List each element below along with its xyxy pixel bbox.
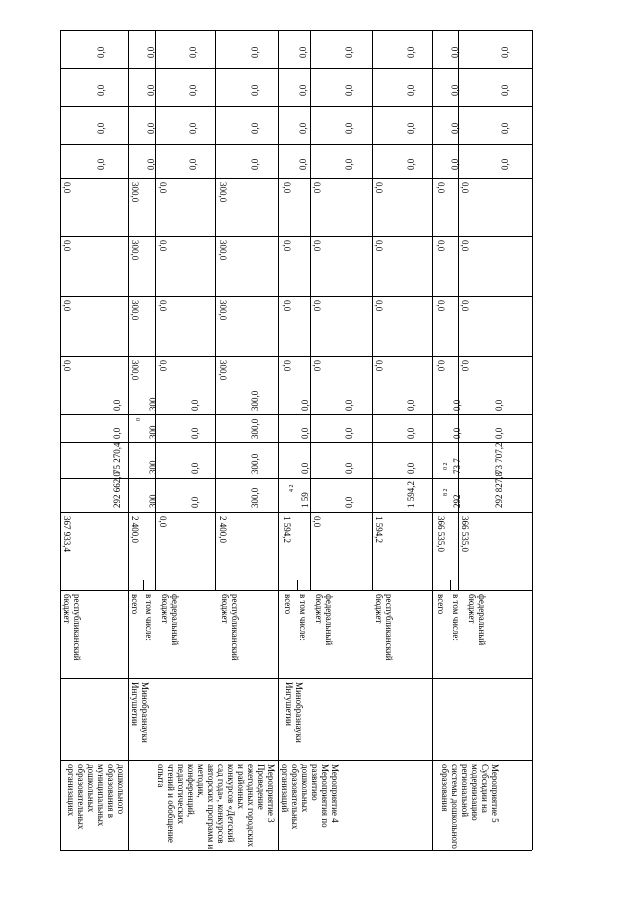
table-border	[60, 850, 532, 851]
year-cell: 0,0	[436, 240, 446, 252]
measure-name-m5: Мероприятие 5 Субсидии на модернизацию региональной системы дошкольного образования	[440, 764, 500, 849]
year-cell: 300,0	[218, 240, 228, 261]
year-cell: 0,0	[300, 399, 310, 411]
year-cell: 0,0	[282, 240, 292, 252]
year-cell: 0,0	[112, 427, 122, 439]
year-cell: 0,0	[494, 399, 504, 411]
total-cell: 366 535,0	[436, 516, 446, 552]
column-border	[60, 68, 532, 69]
year-cell: 0,0	[344, 84, 354, 96]
year-cell: 0,0	[344, 427, 354, 439]
year-cell: 0,0	[62, 240, 72, 252]
total-cell: 2 400,0	[130, 516, 140, 543]
column-border	[60, 760, 532, 761]
year-cell: 0,0	[452, 399, 462, 411]
overflow-digit: 8 2	[443, 488, 449, 496]
year-cell: 73 7	[452, 458, 462, 474]
year-cell: 0,0	[406, 399, 416, 411]
column-border	[60, 678, 532, 679]
year-cell: 0,0	[158, 300, 168, 312]
year-cell: 0,0	[62, 360, 72, 372]
year-cell: 0,0	[374, 300, 384, 312]
year-cell: 0,0	[282, 300, 292, 312]
year-cell: 0,0	[374, 182, 384, 194]
year-cell: 0,0	[250, 46, 260, 58]
subrow-border	[215, 30, 216, 590]
year-cell: 0,0	[344, 122, 354, 134]
source-vsego: всего	[283, 594, 293, 615]
overflow-digit: 4 2	[289, 484, 295, 492]
total-cell: 367 933,4	[62, 516, 72, 552]
year-cell: 0,0	[146, 46, 156, 58]
year-cell: 0,0	[344, 496, 354, 508]
year-cell: 0,0	[188, 122, 198, 134]
year-cell: 0,0	[436, 360, 446, 372]
source-rep: республиканский бюджет	[62, 594, 82, 661]
year-cell: 0,0	[344, 158, 354, 170]
year-cell: 0,0	[96, 84, 106, 96]
year-cell: 0,0	[406, 46, 416, 58]
year-cell: 0,0	[452, 427, 462, 439]
year-cell: 0,0	[460, 182, 470, 194]
column-border	[60, 414, 532, 415]
source-vtch: в том числе:	[298, 594, 308, 641]
year-cell: 0,0	[436, 182, 446, 194]
subrow-border	[450, 580, 451, 590]
year-cell: 0,0	[344, 462, 354, 474]
year-cell: 300,0	[250, 390, 260, 411]
year-cell: 300,0	[130, 240, 140, 261]
source-vtch: в том числе:	[451, 594, 461, 641]
year-cell: 300,0	[130, 300, 140, 321]
year-cell: 0,0	[112, 399, 122, 411]
year-cell: 0,0	[312, 182, 322, 194]
row-border	[432, 30, 433, 850]
year-cell: 300	[148, 460, 158, 474]
year-cell: 292 827,8	[494, 472, 504, 508]
year-cell: 0,0	[250, 84, 260, 96]
year-cell: 73 707,2	[494, 442, 504, 474]
year-cell: 0,0	[312, 360, 322, 372]
year-cell: 300,0	[250, 453, 260, 474]
year-cell: 0,0	[406, 122, 416, 134]
source-rep: республиканский бюджет	[374, 594, 394, 661]
total-cell: 0,0	[158, 516, 168, 528]
year-cell: 0,0	[344, 46, 354, 58]
year-cell: 0,0	[190, 399, 200, 411]
table-border	[60, 30, 61, 850]
year-cell: 300,0	[218, 182, 228, 203]
year-cell: 0,0	[146, 158, 156, 170]
year-cell: 0,0	[62, 182, 72, 194]
year-cell: 0,0	[500, 158, 510, 170]
total-cell: 1 594,2	[374, 516, 384, 543]
source-vsego: всего	[130, 594, 140, 615]
year-cell: 75 270,4	[112, 442, 122, 474]
year-cell: 0,0	[406, 84, 416, 96]
year-cell: 0,0	[500, 46, 510, 58]
row-border	[128, 30, 129, 850]
year-cell: 0,0	[282, 182, 292, 194]
subrow-border	[372, 30, 373, 590]
year-cell: 0,0	[344, 399, 354, 411]
executor-m4: Минобразнауки Ингушетии	[284, 682, 304, 743]
subrow-border	[297, 580, 298, 590]
year-cell: 0,0	[158, 360, 168, 372]
column-border	[60, 144, 532, 145]
column-border	[60, 236, 532, 237]
year-cell: 0,0	[312, 300, 322, 312]
year-cell: 0,0	[62, 300, 72, 312]
year-cell: 0,0	[406, 427, 416, 439]
source-vsego: всего	[436, 594, 446, 615]
year-cell: 292 662,0	[112, 472, 122, 508]
year-cell: 0,0	[298, 46, 308, 58]
total-cell: 1 594,2	[282, 516, 292, 543]
year-cell: 0,0	[450, 122, 460, 134]
year-cell: 0,0	[460, 360, 470, 372]
year-cell: 300,0	[250, 487, 260, 508]
column-border	[60, 178, 532, 179]
year-cell: 0,0	[406, 462, 416, 474]
executor-m3: Минобразнауки Ингушетии	[130, 682, 150, 743]
column-border	[60, 442, 532, 443]
column-border	[60, 296, 532, 297]
year-cell: 0,0	[312, 240, 322, 252]
year-cell: 0,0	[158, 240, 168, 252]
year-cell: 0,0	[298, 122, 308, 134]
year-cell: 0,0	[436, 300, 446, 312]
subrow-border	[310, 30, 311, 590]
year-cell: 0,0	[494, 427, 504, 439]
year-cell: 0,0	[96, 46, 106, 58]
year-cell: 300	[148, 494, 158, 508]
year-cell: 0,0	[190, 427, 200, 439]
year-cell: 0,0	[158, 182, 168, 194]
total-cell: 366 535,0	[460, 516, 470, 552]
source-fed: федеральный бюджет	[314, 594, 334, 646]
year-cell: 300,0	[250, 418, 260, 439]
measure-name-m4: Мероприятие 4 Мероприятия по развитию дошкольных образовательных организаций	[280, 764, 340, 830]
year-cell: 300,0	[218, 300, 228, 321]
column-border	[60, 30, 532, 31]
year-cell: 0,0	[300, 427, 310, 439]
year-cell: 300,0	[130, 182, 140, 203]
year-cell: 1 594,2	[406, 481, 416, 508]
column-border	[60, 590, 532, 591]
year-cell: 0,0	[190, 496, 200, 508]
year-cell: 0,0	[450, 84, 460, 96]
year-cell: 0,0	[146, 122, 156, 134]
year-cell: 0,0	[298, 84, 308, 96]
year-cell: 0,0	[374, 360, 384, 372]
year-cell: 300	[148, 397, 158, 411]
source-vtch: в том числе:	[144, 594, 154, 641]
year-cell: 0,0	[282, 360, 292, 372]
year-cell: 0,0	[298, 158, 308, 170]
year-cell: 0,0	[190, 462, 200, 474]
year-cell: 1 59	[300, 492, 310, 508]
year-cell: 0,0	[460, 240, 470, 252]
year-cell: 292	[452, 494, 462, 508]
year-cell: 300	[148, 425, 158, 439]
year-cell: 0,0	[146, 84, 156, 96]
year-cell: 0,0	[188, 158, 198, 170]
year-cell: 0,0	[250, 122, 260, 134]
year-cell: 0,0	[250, 158, 260, 170]
column-border	[60, 356, 532, 357]
table-border	[532, 30, 533, 850]
year-cell: 0,0	[188, 84, 198, 96]
year-cell: 0,0	[450, 46, 460, 58]
year-cell: 300,0	[218, 360, 228, 381]
year-cell: 0,0	[450, 158, 460, 170]
row-border	[278, 30, 279, 850]
total-cell: 0,0	[312, 516, 322, 528]
source-fed: федеральный бюджет	[467, 594, 487, 646]
year-cell: 0,0	[300, 462, 310, 474]
year-cell: 0,0	[500, 122, 510, 134]
year-cell: 0,0	[374, 240, 384, 252]
measure-name-m2-tail: дошкольного образования в муниципальных дошкольных образовательных организациях	[66, 764, 126, 830]
overflow-digit: 0 2	[443, 462, 449, 470]
year-cell: 0,0	[96, 158, 106, 170]
total-cell: 2 400,0	[218, 516, 228, 543]
column-border	[60, 106, 532, 107]
year-cell: 0,0	[406, 158, 416, 170]
column-border	[60, 512, 532, 513]
source-rep: республиканский бюджет	[220, 594, 240, 661]
overflow-digit: 0	[136, 418, 142, 421]
year-cell: 0,0	[460, 300, 470, 312]
measure-name-m3: Мероприятие 3 Проведение ежегодных городских и районных конкурсов «Детский сад года», конкурсов авторских программ и методик, конференций, педагогических чтений и обобщение опыта	[156, 764, 276, 850]
year-cell: 0,0	[500, 84, 510, 96]
year-cell: 300,0	[130, 360, 140, 381]
source-fed: федеральный бюджет	[160, 594, 180, 646]
year-cell: 0,0	[188, 46, 198, 58]
subrow-border	[143, 580, 144, 590]
year-cell: 0,0	[96, 122, 106, 134]
column-border	[60, 478, 532, 479]
